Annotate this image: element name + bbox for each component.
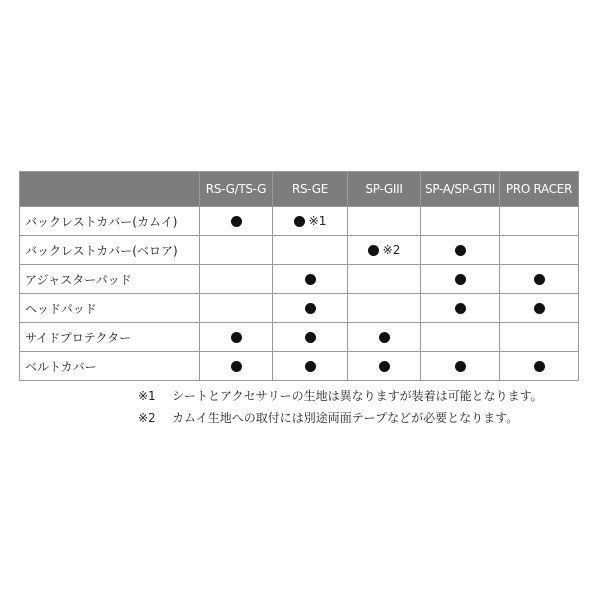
compatible-dot-icon [379,361,390,372]
compat-cell [348,207,421,236]
compatible-dot-icon [534,274,545,285]
compat-cell [421,207,500,236]
table-row [20,236,579,265]
compat-cell [500,265,579,294]
footnote-line [138,385,543,407]
table-row [20,207,579,236]
compat-cell [500,236,579,265]
compatible-dot-icon [305,303,316,314]
footnote-line [138,407,543,429]
compat-cell [421,323,500,352]
footnote-text: カムイ生地への取付には別途両面テープなどが必要となります。 [172,411,519,425]
footnote-ref: ※2 [382,243,401,258]
compat-cell [273,294,348,323]
compat-cell [200,207,273,236]
compat-cell [273,352,348,381]
table-row [20,294,579,323]
column-header: RS-GE [273,172,348,207]
compat-cell [348,352,421,381]
column-header: PRO RACER [500,172,579,207]
compatible-dot-icon [455,274,466,285]
compat-cell [273,236,348,265]
compatible-dot-icon [534,303,545,314]
compatible-dot-icon [455,245,466,256]
header-blank-cell [20,172,200,207]
row-label: アジャスターパッド [20,265,200,294]
footnote-ref: ※1 [308,214,327,229]
compatible-dot-icon [305,361,316,372]
compat-cell [348,265,421,294]
compatible-dot-icon [231,216,242,227]
footnote-mark: ※2 [138,411,156,425]
table-body [20,207,579,381]
compatible-dot-icon [379,332,390,343]
column-header: SP-A/SP-GTII [421,172,500,207]
compatible-dot-icon [294,216,305,227]
compat-cell [500,207,579,236]
row-label: ヘッドパッド [20,294,200,323]
compat-cell [421,352,500,381]
compatible-dot-icon [231,361,242,372]
compat-cell [348,323,421,352]
compatible-dot-icon [368,245,379,256]
compat-cell [500,294,579,323]
compat-cell [200,294,273,323]
compatible-dot-icon [231,332,242,343]
compat-cell [348,236,421,265]
row-label: バックレストカバー(カムイ) [20,207,200,236]
table-header-row [20,172,579,207]
compat-cell [500,323,579,352]
footnote-mark: ※1 [138,389,156,403]
compatibility-table [19,171,579,381]
compat-cell [421,294,500,323]
compatible-dot-icon [305,332,316,343]
table-row [20,323,579,352]
compatible-dot-icon [305,274,316,285]
footnotes [138,385,543,429]
table-row [20,265,579,294]
compat-cell [200,265,273,294]
column-header: SP-GIII [348,172,421,207]
compatible-dot-icon [455,303,466,314]
compat-cell [348,294,421,323]
compat-cell [421,265,500,294]
compat-cell [273,207,348,236]
compat-cell [200,236,273,265]
column-header: RS-G/TS-G [200,172,273,207]
footnote-text: シートとアクセサリーの生地は異なりますが装着は可能となります。 [172,389,543,403]
compat-cell [200,352,273,381]
compat-cell [200,323,273,352]
compat-cell [273,323,348,352]
compat-cell [273,265,348,294]
compatible-dot-icon [534,361,545,372]
compat-cell [500,352,579,381]
table-row [20,352,579,381]
row-label: サイドプロテクター [20,323,200,352]
compatible-dot-icon [455,361,466,372]
row-label: バックレストカバー(ベロア) [20,236,200,265]
row-label: ベルトカバー [20,352,200,381]
compat-cell [421,236,500,265]
